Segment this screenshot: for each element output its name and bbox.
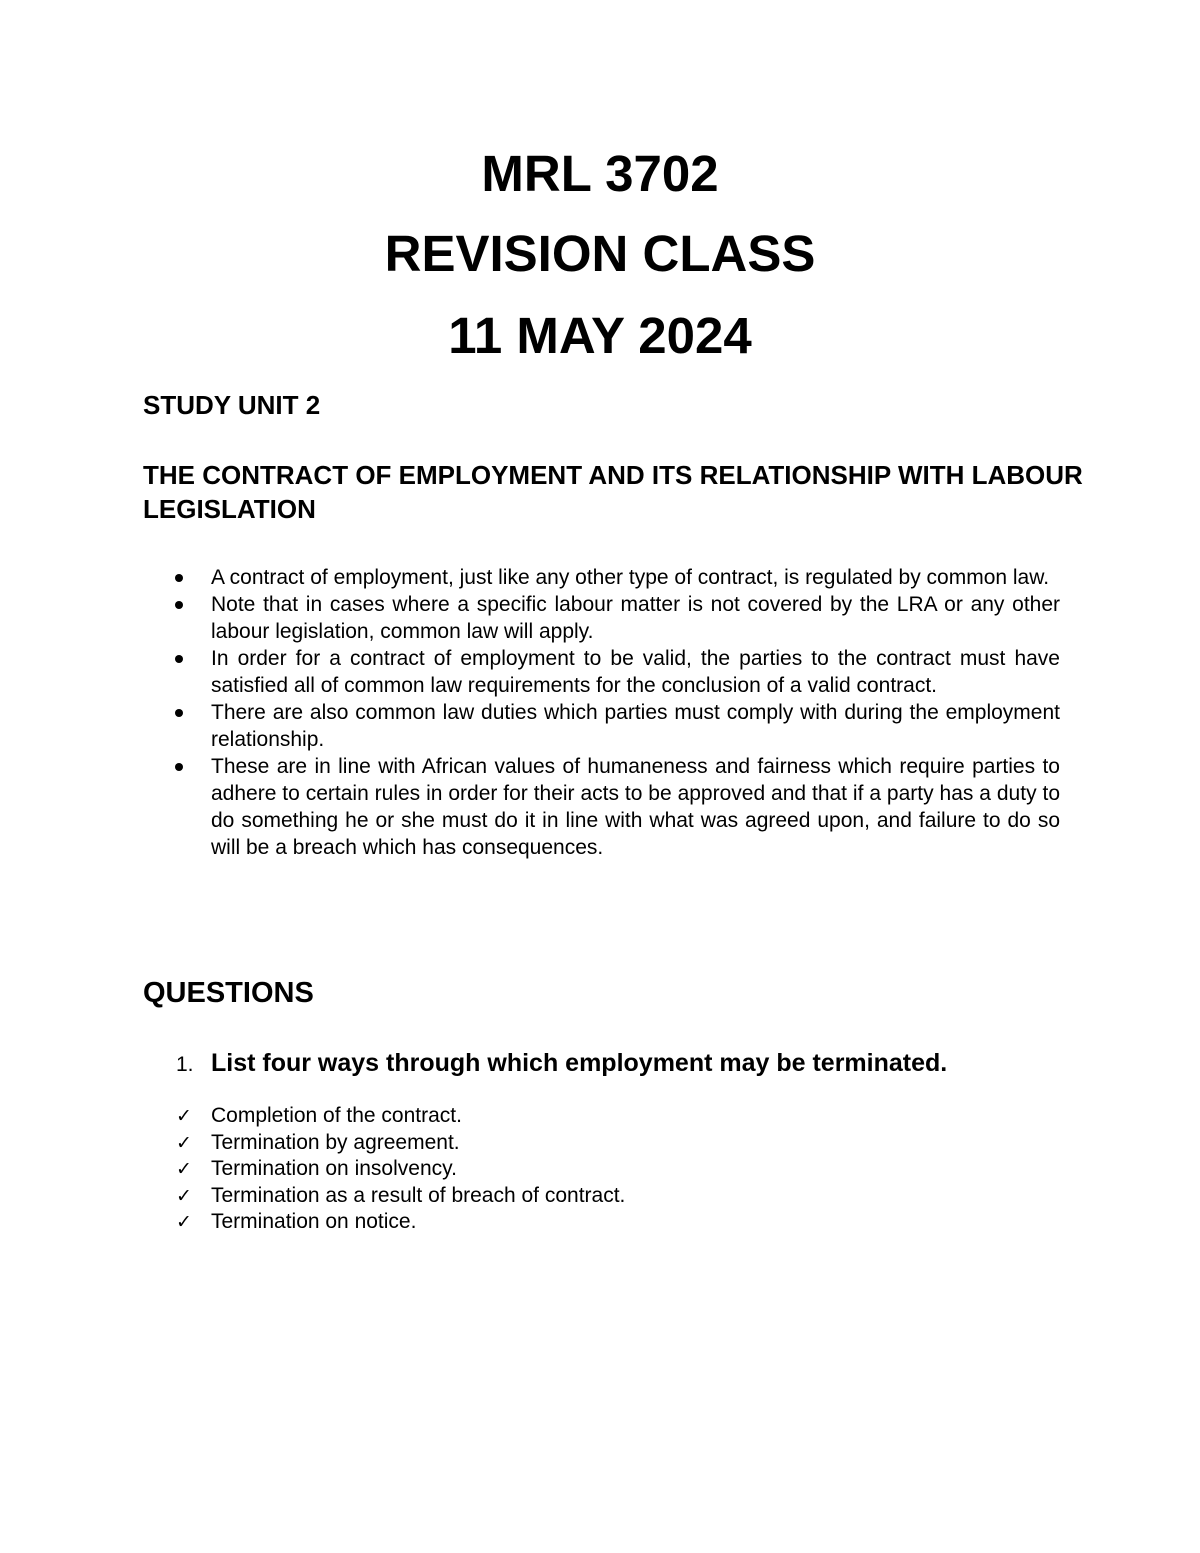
answer-text: Completion of the contract. bbox=[211, 1104, 462, 1127]
answer-item bbox=[176, 1103, 625, 1130]
answer-text: Termination by agreement. bbox=[211, 1130, 460, 1154]
checkmark-icon: ✓ bbox=[176, 1184, 192, 1207]
study-unit-bullet-list bbox=[143, 564, 1060, 861]
answer-item bbox=[176, 1209, 625, 1236]
date-title: 11 MAY 2024 bbox=[448, 307, 752, 364]
bullet-item bbox=[143, 645, 1060, 699]
course-code-title: MRL 3702 bbox=[481, 145, 719, 202]
bullet-text: These are in line with African values of humaneness and fairness which require parties to adhere to certain rules in order for their acts to be approved and that if a party has a duty to do something he or she must do it in line with what was agreed upon, and failure to do so will be a breach which has consequences. bbox=[211, 755, 1060, 859]
bullet-item bbox=[143, 564, 1060, 591]
bullet-dot-icon bbox=[175, 655, 183, 663]
bullet-item bbox=[143, 699, 1060, 753]
checkmark-icon: ✓ bbox=[176, 1131, 192, 1154]
answer-text: Termination on notice. bbox=[211, 1210, 417, 1234]
checkmark-icon: ✓ bbox=[176, 1158, 192, 1181]
answer-list bbox=[176, 1103, 625, 1236]
checkmark-icon: ✓ bbox=[176, 1105, 192, 1127]
question-item bbox=[176, 1046, 947, 1082]
bullet-item bbox=[143, 753, 1060, 861]
bullet-dot-icon bbox=[175, 763, 183, 771]
bullet-dot-icon bbox=[175, 601, 183, 609]
bullet-text: There are also common law duties which parties must comply with during the employment relationship. bbox=[211, 701, 1060, 751]
bullet-text: A contract of employment, just like any other type of contract, is regulated by common law. bbox=[211, 566, 1050, 589]
bullet-text: In order for a contract of employment to be valid, the parties to the contract must have satisfied all of common law requirements for the conclusion of a valid contract. bbox=[211, 647, 1060, 697]
answer-text: Termination as a result of breach of contract. bbox=[211, 1183, 626, 1207]
checkmark-icon: ✓ bbox=[176, 1211, 192, 1234]
study-unit-label: STUDY UNIT 2 bbox=[143, 390, 321, 420]
bullet-item bbox=[143, 591, 1060, 645]
revision-class-title: REVISION CLASS bbox=[384, 225, 816, 282]
bullet-dot-icon bbox=[175, 709, 183, 717]
answer-item bbox=[176, 1156, 625, 1183]
answer-text: Termination on insolvency. bbox=[211, 1157, 457, 1181]
answer-item bbox=[176, 1130, 625, 1157]
study-unit-title: THE CONTRACT OF EMPLOYMENT AND ITS RELATIONSHIP WITH LABOUR LEGISLATION bbox=[143, 460, 1083, 524]
question-number: 1. bbox=[176, 1053, 194, 1076]
questions-heading: QUESTIONS bbox=[143, 977, 314, 1009]
bullet-dot-icon bbox=[175, 574, 183, 582]
answer-item bbox=[176, 1183, 625, 1210]
question-text: List four ways through which employment may be terminated. bbox=[211, 1049, 948, 1077]
bullet-text: Note that in cases where a specific labour matter is not covered by the LRA or any other labour legislation, common law will apply. bbox=[211, 593, 1060, 643]
